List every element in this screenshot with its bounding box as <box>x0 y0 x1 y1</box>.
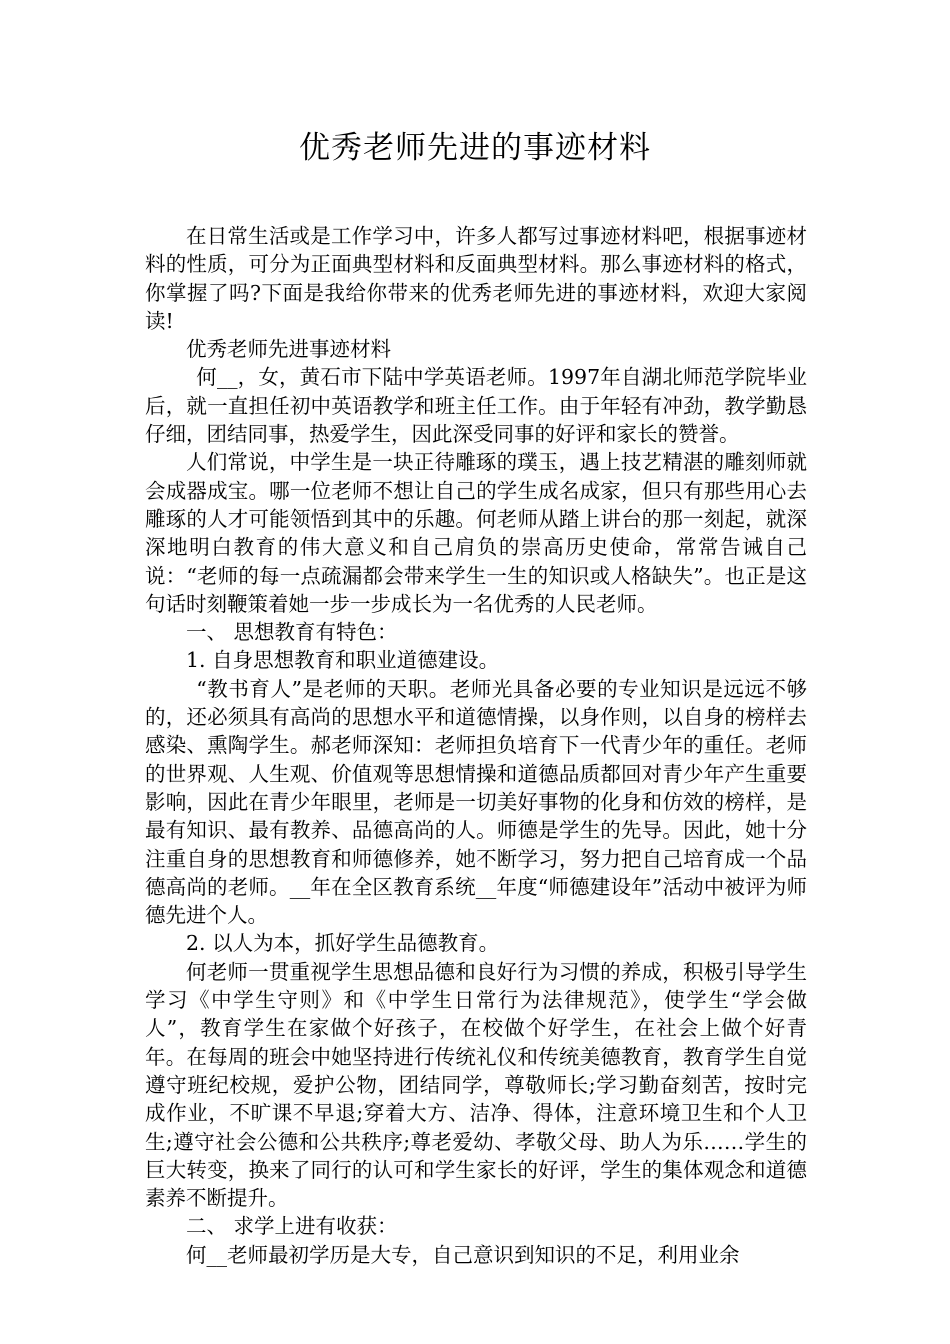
subsection-heading-1: 1. 自身思想教育和职业道德建设。 <box>186 648 500 673</box>
paragraph-saying: 人们常说，中学生是一块正待雕琢的璞玉，遇上技艺精湛的雕刻师就会成器成宝。哪一位老师不想让自己的学生成名成家，但只有那些用心去雕琢的人才可能领悟到其中的乐趣。何老师从踏上讲台的那一刻起，就深深地明白教育的伟大意义和自己肩负的崇高历史使命，常常告诫自己说：“老师的每一点疏漏都会带来学生一生的知识或人格缺失”。也正是这句话时刻鞭策着她一步一步成长为一名优秀的人民老师。 <box>145 450 807 616</box>
document-body <box>145 222 807 1269</box>
section-heading-2: 二、 求学上进有收获： <box>186 1214 398 1239</box>
section-heading-1: 一、 思想教育有特色： <box>186 620 398 645</box>
paragraph-moral-education: 何老师一贯重视学生思想品德和良好行为习惯的养成，积极引导学生学习《中学生守则》和《中学生日常行为法律规范》，使学生“学会做人”，教育学生在家做个好孩子，在校做个好学生，在社会上做个好青年。在每周的班会中她坚持进行传统礼仪和传统美德教育，教育学生自觉遵守班纪校规，爱护公物，团结同学，尊敬师长;学习勤奋刻苦，按时完成作业，不旷课不早退;穿着大方、洁净、得体，注意环境卫生和个人卫生;遵守社会公德和公共秩序;尊老爱幼、孝敬父母、助人为乐……学生的巨大转变，换来了同行的认可和学生家长的好评，学生的集体观念和道德素养不断提升。 <box>145 959 807 1211</box>
paragraph-ethics: “教书育人”是老师的天职。老师光具备必要的专业知识是远远不够的，还必须具有高尚的思想水平和道德情操，以身作则，以自身的榜样去感染、熏陶学生。郝老师深知：老师担负培育下一代青少年的重任。老师的世界观、人生观、价值观等思想情操和道德品质都回对青少年产生重要影响，因此在青少年眼里，老师是一切美好事物的化身和仿效的榜样，是最有知识、最有教养、品德高尚的人。师德是学生的先导。因此，她十分注重自身的思想教育和师德修养，她不断学习，努力把自己培育成一个品德高尚的老师。__年在全区教育系统__年度“师德建设年”活动中被评为师德先进个人。 <box>145 676 807 928</box>
paragraph-study: 何__老师最初学历是大专，自己意识到知识的不足，利用业余 <box>186 1242 740 1267</box>
paragraph-intro: 在日常生活或是工作学习中，许多人都写过事迹材料吧，根据事迹材料的性质，可分为正面典型材料和反面典型材料。那么事迹材料的格式，你掌握了吗?下面是我给你带来的优秀老师先进的事迹材料，欢迎大家阅读! <box>145 224 807 333</box>
subsection-heading-2: 2. 以人为本，抓好学生品德教育。 <box>186 931 500 956</box>
document-title: 优秀老师先进的事迹材料 <box>299 130 651 166</box>
paragraph-subtitle: 优秀老师先进事迹材料 <box>186 337 391 362</box>
paragraph-profile: 何__，女，黄石市下陆中学英语老师。1997年自湖北师范学院毕业后，就一直担任初中英语教学和班主任工作。由于年轻有冲劲，教学勤恳仔细，团结同事，热爱学生，因此深受同事的好评和家长的赞誉。 <box>145 365 807 447</box>
